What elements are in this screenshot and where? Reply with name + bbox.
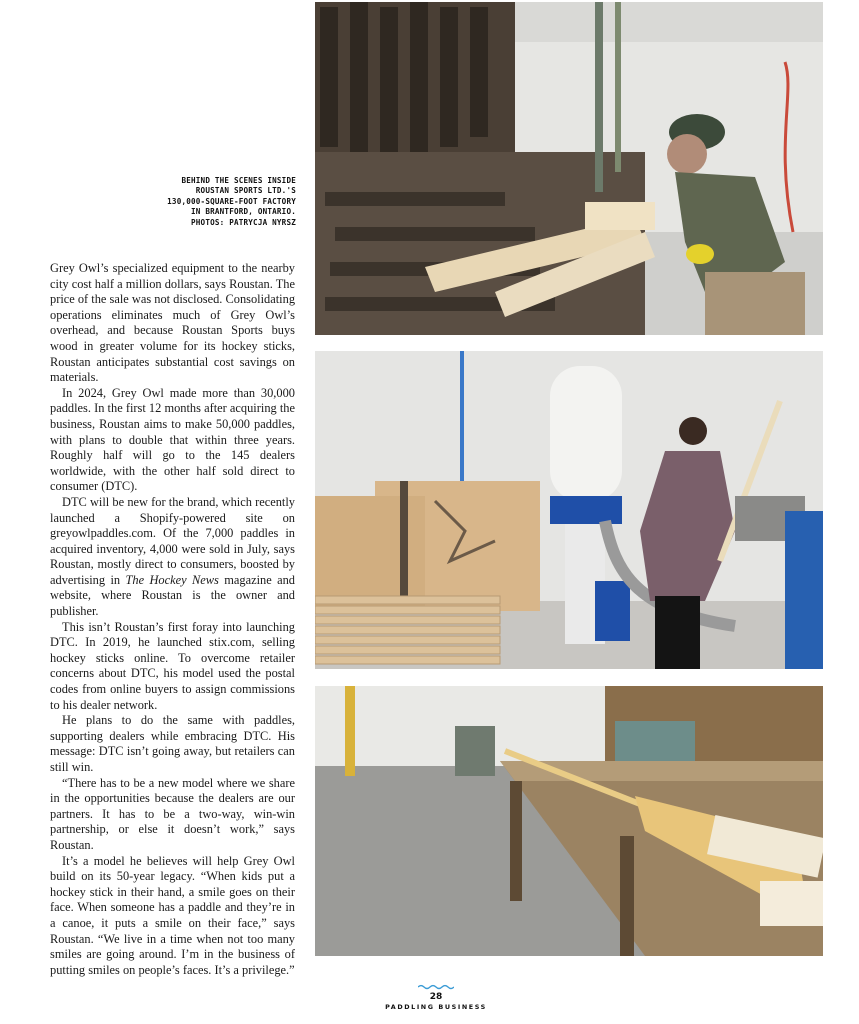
article-paragraph: In 2024, Grey Owl made more than 30,000 paddles. In the first 12 months after acquiring the business, Roustan aims to make 50,000 paddles, with plans to double that within three years. Roughly half will go to the 145 dealers worldwide, with the other half sold direct to consumer (DTC). [50, 385, 295, 494]
factory-press-photo [315, 2, 823, 335]
caption-line: ROUSTAN SPORTS LTD.'S [195, 186, 296, 196]
article-paragraph: Grey Owl’s specialized equipment to the nearby city cost half a million dollars, says Roustan. The price of the sale was not disclosed. Consolidating operations eliminates much of Grey Owl’s overhead, and because Roustan Sports buys wood in greater volume for its hockey sticks, Roustan anticipates substantial cost savings on materials. [50, 261, 296, 385]
paddle-shaping-photo [315, 351, 823, 669]
article-paragraph [50, 495, 295, 620]
caption-line: 130,000-SQUARE-FOOT FACTORY [167, 196, 296, 206]
page-footer [380, 984, 492, 1011]
article-text: DTC will be new for the brand, which recently launched a Shopify-powered site on greyowlpaddles.com. Of the 7,000 paddles in acquired inventory, 4,000 were sold in July, says Roustan, mostly direct to consumers, boosted by advertising in [50, 494, 295, 587]
page-number: 28 [429, 992, 443, 1002]
article-paragraph: “There has to be a new model where we share in the opportunities because the dealers are our partners. It has to be a two-way, win-win partnership, or else it doesn’t work,” says Roustan. [50, 775, 295, 852]
photo-caption [150, 176, 296, 228]
article-body [50, 261, 295, 978]
caption-line: BEHIND THE SCENES INSIDE [181, 176, 296, 185]
article-paragraph: It’s a model he believes will help Grey Owl build on its 50-year legacy. “When kids put a hockey stick in their hand, a smile goes on their face. When someone has a paddle and they’re in a canoe, it puts a smile on their face,” says Roustan. “We live in a time when not too many smiles are going around. I’m in the business of putting smiles on people’s faces. It’s a privilege.” [50, 853, 295, 977]
caption-line: IN BRANTFORD, ONTARIO. [191, 207, 296, 217]
publication-title: The Hockey News [125, 572, 219, 587]
wave-icon [418, 984, 454, 990]
article-paragraph: He plans to do the same with paddles, supporting dealers while embracing DTC. His message: DTC isn’t going away, but retailers can still win. [50, 713, 295, 774]
article-paragraph: This isn’t Roustan’s first foray into launching DTC. In 2019, he launched stix.com, selling hockey sticks online. To overcome retailer concerns about DTC, his model used the postal codes from online buyers to assign commissions to his dealer network. [50, 619, 295, 712]
article-text: magazine and website, where Roustan is the owner and publisher. [50, 572, 296, 619]
caption-credit: PHOTOS: PATRYCJA NYRSZ [191, 217, 296, 227]
workbench-paddle-photo [315, 686, 823, 956]
publication-name: PADDLING BUSINESS [385, 1003, 487, 1011]
